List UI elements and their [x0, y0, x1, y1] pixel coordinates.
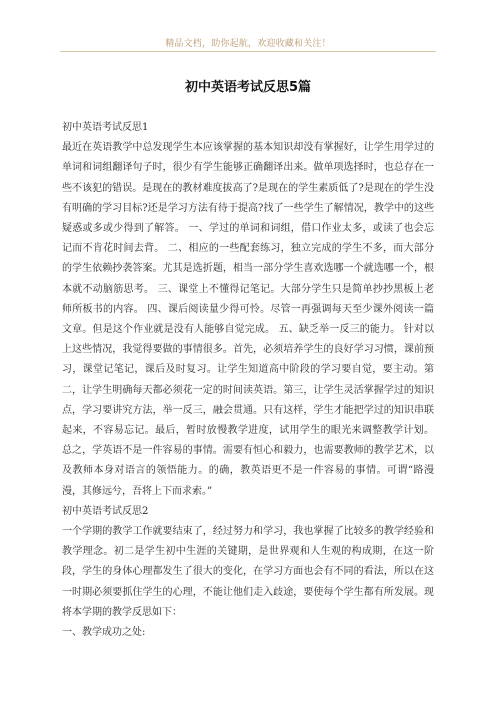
section-heading: 一、教学成功之处:	[62, 627, 146, 639]
document-body	[62, 118, 434, 643]
header-note: 精品文档，助你起航，欢迎收藏和关注！	[165, 39, 331, 49]
section-heading: 初中英语考试反思1	[62, 122, 149, 133]
section-paragraph: 最近在英语教学中总发现学生本应该掌握的基本知识却没有掌握好，让学生用学过的单词和词组翻译句子时，很少有学生能够正确翻译出来。做单项选择时，也总存在一些不该犯的错误。是现在的教材难度拔高了?是现在的学生素质低了?是现在的学生没有明确的学习目标?还是学习方法有待于提高?找了一些学生了解情况，教学中的这些疑惑或多或少得到了解答。 一、学过的单词和词组，借口作业太多，或读了也会忘记而不肯花时间去背。 二、相应的一些配套练习，独立完成的学生不多，而大部分的学生依赖抄袭答案。尤其是选折题，相当一部分学生喜欢选哪一个就选哪一个，根本就不动脑筋思考。 三、课堂上不懂得记笔记。大部分学生只是简单抄抄黑板上老师所板书的内容。 四、课后阅读量少得可怜。尽管一再强调每天至少课外阅读一篇文章。但是这个作业就是没有人能够自觉完成。 五、缺乏举一反三的能力。 针对以上这些情况，我觉得要做的事情很多。首先，必须培养学生的良好学习习惯，课前预习，课堂记笔记，课后及时复习。让学生知道高中阶段的学习要自觉，要主动。第二，让学生明确每天都必须花一定的时间读英语。第三，让学生灵活掌握学过的知识点，学习要讲究方法，举一反三，融会贯通。只有这样，学生才能把学过的知识串联起来，不容易忘记。最后，暂时放慢教学进度，试用学生的眼光来调整教学计划。 总之，学英语不是一件容易的事情。需要有恒心和毅力，也需要教师的教学艺术，以及教师本身对语言的领悟能力。的确，教英语更不是一件容易的事情。可谓“路漫漫，其修远兮，吾将上下而求索。”	[62, 142, 434, 497]
document-title: 初中英语考试反思5篇	[184, 80, 312, 95]
section-heading: 初中英语考试反思2	[62, 505, 149, 517]
header-divider	[60, 51, 436, 52]
section-paragraph: 一个学期的教学工作就要结束了，经过努力和学习，我也掌握了比较多的教学经验和教学理念。初二是学生初中生涯的关键期，是世界观和人生观的构成期，在这一阶段，学生的身体心理都发生了很大的变化，在学习方面也会有不同的看法，所以在这一时期必须要抓住学生的心理，不能让他们走入歧途，要使每个学生都有所发展。现将本学期的教学反思如下：	[62, 526, 434, 618]
